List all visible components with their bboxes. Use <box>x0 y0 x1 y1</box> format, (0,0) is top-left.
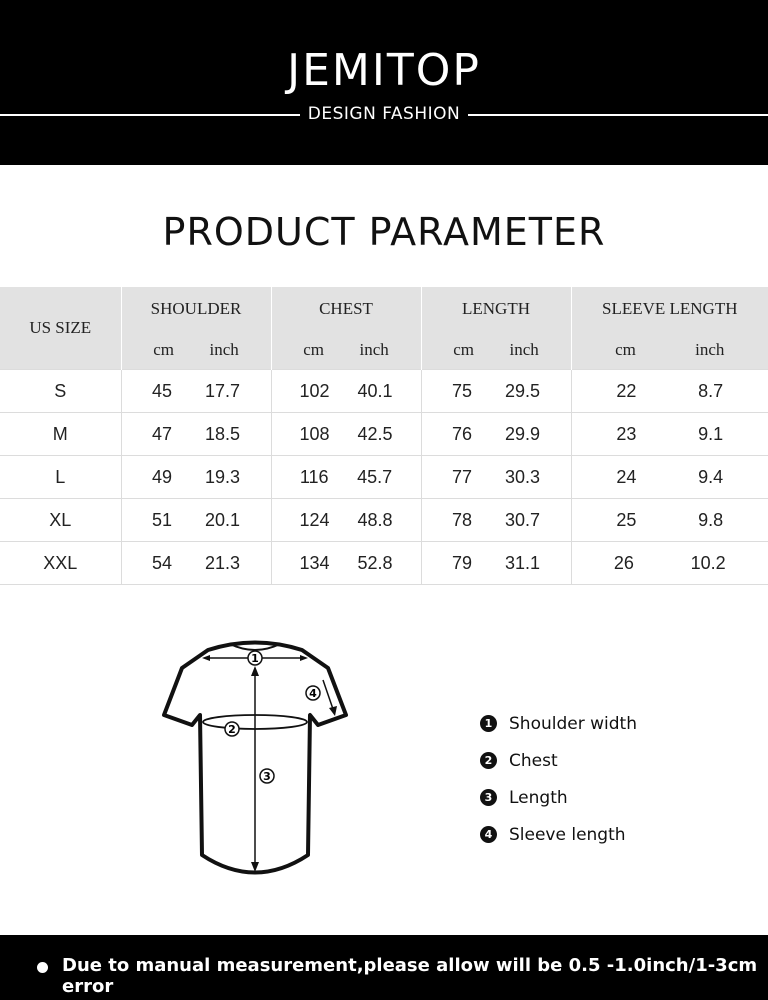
length-cell: 79 31.1 <box>421 542 571 585</box>
shoulder-cell: 51 20.1 <box>121 499 271 542</box>
length-cell: 75 29.5 <box>421 370 571 413</box>
sleeve-cell: 24 9.4 <box>571 456 768 499</box>
table-row <box>0 413 768 456</box>
marker-2 <box>225 722 239 736</box>
size-cell: L <box>0 456 121 499</box>
length-header: LENGTH <box>421 287 571 330</box>
page-title: PRODUCT PARAMETER <box>162 210 606 254</box>
legend-label: Chest <box>509 750 558 771</box>
number-3-icon: 3 <box>480 789 497 806</box>
sleeve-cell: 23 9.1 <box>571 413 768 456</box>
marker-3 <box>260 769 274 783</box>
chest-cell: 102 40.1 <box>271 370 421 413</box>
unit-header-length: cm inch <box>421 330 571 370</box>
brand-tagline: DESIGN FASHION <box>307 104 461 124</box>
number-1-icon: 1 <box>480 715 497 732</box>
size-table <box>0 287 768 585</box>
size-cell: S <box>0 370 121 413</box>
number-4-icon: 4 <box>480 826 497 843</box>
chest-cell: 134 52.8 <box>271 542 421 585</box>
svg-text:1: 1 <box>251 652 259 665</box>
shoulder-cell: 54 21.3 <box>121 542 271 585</box>
sleeve-length-header: SLEEVE LENGTH <box>571 287 768 330</box>
brand-name: JEMITOP <box>287 45 481 96</box>
marker-1 <box>248 651 262 665</box>
chest-cell: 108 42.5 <box>271 413 421 456</box>
shoulder-cell: 47 18.5 <box>121 413 271 456</box>
length-cell: 77 30.3 <box>421 456 571 499</box>
chest-cell: 116 45.7 <box>271 456 421 499</box>
length-cell: 78 30.7 <box>421 499 571 542</box>
sleeve-cell: 25 9.8 <box>571 499 768 542</box>
shoulder-cell: 45 17.7 <box>121 370 271 413</box>
svg-text:3: 3 <box>263 770 271 783</box>
legend-label: Length <box>509 787 568 808</box>
us-size-header: US SIZE <box>29 318 92 337</box>
legend-label: Shoulder width <box>509 713 637 734</box>
tshirt-measurement-diagram <box>150 630 360 885</box>
legend-item-shoulder <box>480 705 637 742</box>
table-row <box>0 499 768 542</box>
number-2-icon: 2 <box>480 752 497 769</box>
unit-header-sleeve: cm inch <box>571 330 768 370</box>
bullet-icon <box>37 962 48 973</box>
legend-item-chest <box>480 742 637 779</box>
measurement-legend <box>480 705 637 853</box>
chest-cell: 124 48.8 <box>271 499 421 542</box>
unit-header-chest: cm inch <box>271 330 421 370</box>
sleeve-cell: 26 10.2 <box>571 542 768 585</box>
table-row <box>0 370 768 413</box>
svg-text:2: 2 <box>228 723 236 736</box>
measurement-note: Due to manual measurement,please allow will be 0.5 -1.0inch/1-3cm error <box>62 955 758 997</box>
length-cell: 76 29.9 <box>421 413 571 456</box>
size-cell: M <box>0 413 121 456</box>
shoulder-header: SHOULDER <box>121 287 271 330</box>
unit-header-shoulder: cm inch <box>121 330 271 370</box>
sleeve-cell: 22 8.7 <box>571 370 768 413</box>
size-cell: XL <box>0 499 121 542</box>
legend-item-length <box>480 779 637 816</box>
svg-text:4: 4 <box>309 687 317 700</box>
legend-item-sleeve <box>480 816 637 853</box>
shoulder-cell: 49 19.3 <box>121 456 271 499</box>
chest-header: CHEST <box>271 287 421 330</box>
size-cell: XXL <box>0 542 121 585</box>
legend-label: Sleeve length <box>509 824 626 845</box>
table-row <box>0 456 768 499</box>
table-row <box>0 542 768 585</box>
marker-4 <box>306 686 320 700</box>
